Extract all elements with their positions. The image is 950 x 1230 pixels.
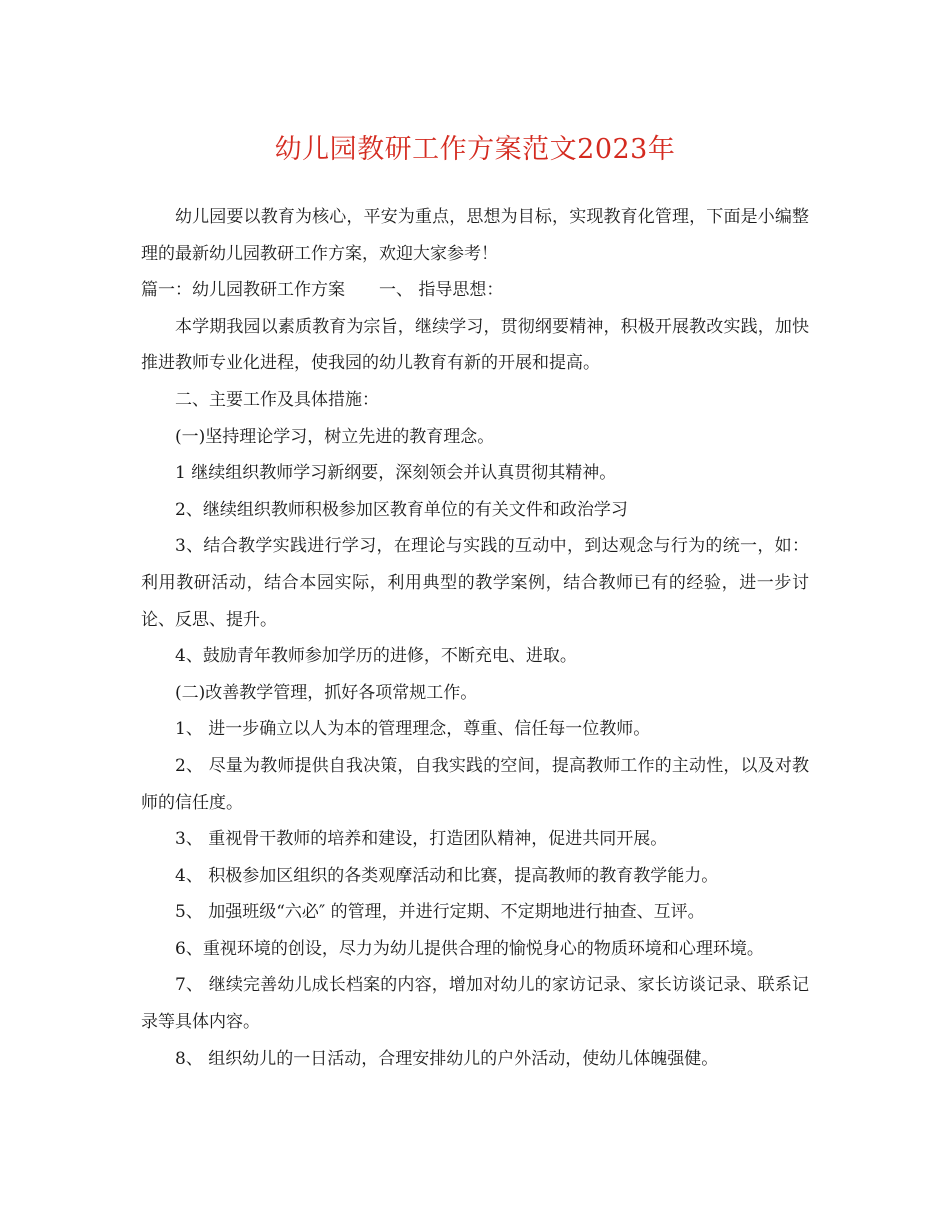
- document-body: [141, 199, 809, 1077]
- paragraph: 6、重视环境的创设，尽力为幼儿提供合理的愉悦身心的物质环境和心理环境。: [175, 938, 764, 959]
- paragraph: 本学期我园以素质教育为宗旨，继续学习，贯彻纲要精神，积极开展教改实践，加快推进教师专业化进程，使我园的幼儿教育有新的开展和提高。: [141, 316, 809, 374]
- paragraph: 8、 组织幼儿的一日活动，合理安排幼儿的户外活动，使幼儿体魄强健。: [175, 1048, 719, 1069]
- paragraph: 1、 进一步确立以人为本的管理理念，尊重、信任每一位教师。: [175, 719, 651, 740]
- section-heading: 篇一：幼儿园教研工作方案: [141, 280, 345, 301]
- document-title: 幼儿园教研工作方案范文2023年: [274, 134, 676, 165]
- paragraph: 3、结合教学实践进行学习，在理论与实践的互动中，到达观念与行为的统一，如：利用教研活动，结合本园实际，利用典型的教学案例，结合教师已有的经验，进一步讨论、反思、提升。: [141, 536, 809, 630]
- paragraph: (二)改善教学管理，抓好各项常规工作。: [175, 682, 478, 703]
- section-heading-line: [141, 272, 809, 309]
- paragraph: 5、 加强班级“六必″ 的管理，并进行定期、不定期地进行抽查、互评。: [175, 902, 705, 923]
- paragraph: 4、 积极参加区组织的各类观摩活动和比赛，提高教师的教育教学能力。: [175, 865, 719, 886]
- paragraph: 1 继续组织教师学习新纲要，深刻领会并认真贯彻其精神。: [175, 463, 617, 484]
- section-subheading: 一、 指导思想：: [379, 280, 504, 301]
- paragraph: 2、 尽量为教师提供自我决策，自我实践的空间，提高教师工作的主动性，以及对教师的信任度。: [141, 755, 809, 813]
- paragraph: 3、 重视骨干教师的培养和建设，打造团队精神，促进共同开展。: [175, 829, 668, 850]
- intro-paragraph: 幼儿园要以教育为核心，平安为重点，思想为目标，实现教育化管理，下面是小编整理的最新幼儿园教研工作方案，欢迎大家参考！: [141, 207, 809, 264]
- paragraph: 2、继续组织教师积极参加区教育单位的有关文件和政治学习: [175, 499, 628, 520]
- paragraph: 7、 继续完善幼儿成长档案的内容，增加对幼儿的家访记录、家长访谈记录、联系记录等具体内容。: [141, 975, 809, 1033]
- paragraph: 4、鼓励青年教师参加学历的进修，不断充电、进取。: [175, 646, 577, 667]
- paragraph: (一)坚持理论学习，树立先进的教育理念。: [175, 426, 495, 447]
- paragraph: 二、主要工作及具体措施：: [175, 389, 379, 410]
